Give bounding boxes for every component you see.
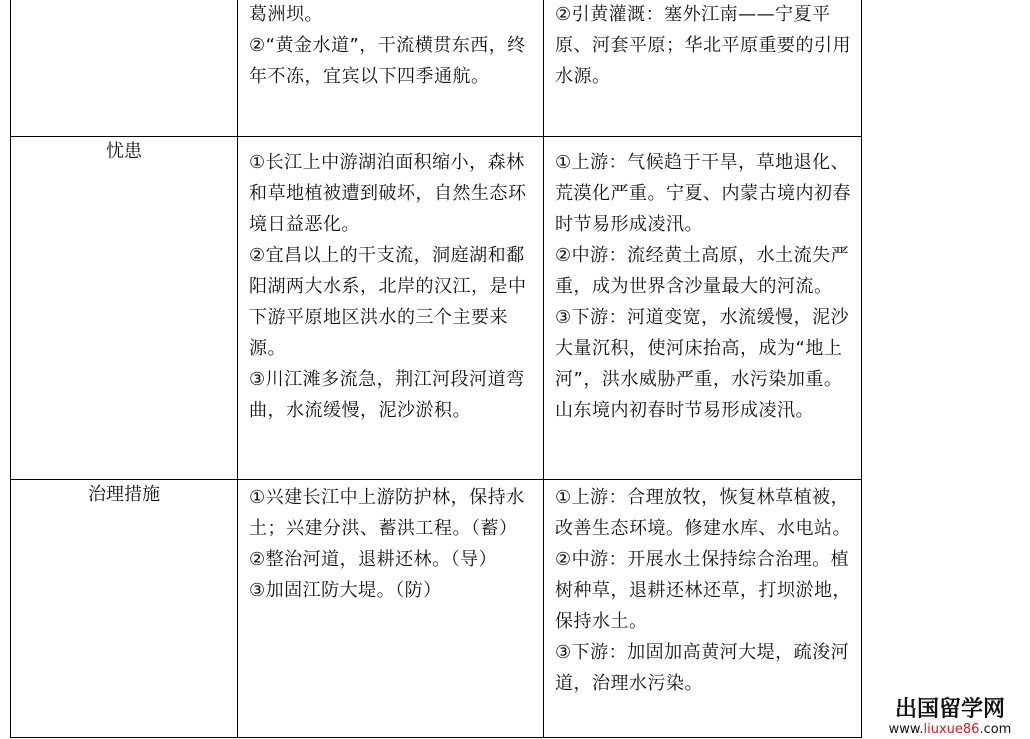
yangtze-text: 葛洲坝。 ②“黄金水道”，干流横贯东西，终年不冻，宜宾以下四季通航。 [249,4,526,87]
table-row-benefits-continued [11,0,862,137]
watermark-site [870,723,1030,737]
table-row-measures [11,480,862,738]
yangtze-text: ①兴建长江中上游防护林，保持水土；兴建分洪、蓄洪工程。（蓄） ②整治河道，退耕还林。（导） ③加固江防大堤。（防） [249,487,525,601]
watermark-site-prefix: www. [888,722,924,737]
watermark [870,697,1030,737]
table-row-problems [11,137,862,480]
row-label [11,0,238,137]
watermark-site-suffix: .com [979,722,1012,737]
yellow-river-text: ①上游：合理放牧，恢复林草植被，改善生态环境。修建水库、水电站。 ②中游：开展水土保持综合治理。植树种草，退耕还林还草，打坝淤地，保持水土。 ③下游：加固加高黄河大堤，疏浚河道，治理水污染。 [555,487,851,694]
yellow-river-cell [544,0,862,137]
yellow-river-cell [544,480,862,738]
watermark-site-brand: liuxue86 [923,722,980,737]
row-label-problems: 忧患 [11,137,238,480]
watermark-title: 出国留学网 [894,697,1005,722]
yellow-river-text: ①上游：气候趋于干旱，草地退化、荒漠化严重。宁夏、内蒙古境内初春时节易形成凌汛。 ②中游：流经黄土高原，水土流失严重，成为世界含沙量最大的河流。 ③下游：河道变宽，水流缓慢，泥沙大量沉积，使河床抬高，成为“地上河”，洪水威胁严重，水污染加重。山东境内初春时节易形成凌汛。 [555,152,851,421]
yangtze-text: ①长江上中游湖泊面积缩小，森林和草地植被遭到破坏，自然生态环境日益恶化。 ②宜昌以上的干支流，洞庭湖和鄱阳湖两大水系，北岸的汉江，是中下游平原地区洪水的三个主要来源。 ③川江滩多流急，荆江河段河道弯曲，水流缓慢，泥沙淤积。 [249,152,527,421]
yangtze-cell [238,0,544,137]
yangtze-cell [238,137,544,480]
row-label-measures: 治理措施 [11,480,238,738]
yellow-river-cell [544,137,862,480]
yangtze-cell [238,480,544,738]
comparison-table [10,0,862,738]
yellow-river-text: ②引黄灌溉：塞外江南——宁夏平原、河套平原；华北平原重要的引用水源。 [555,4,851,87]
